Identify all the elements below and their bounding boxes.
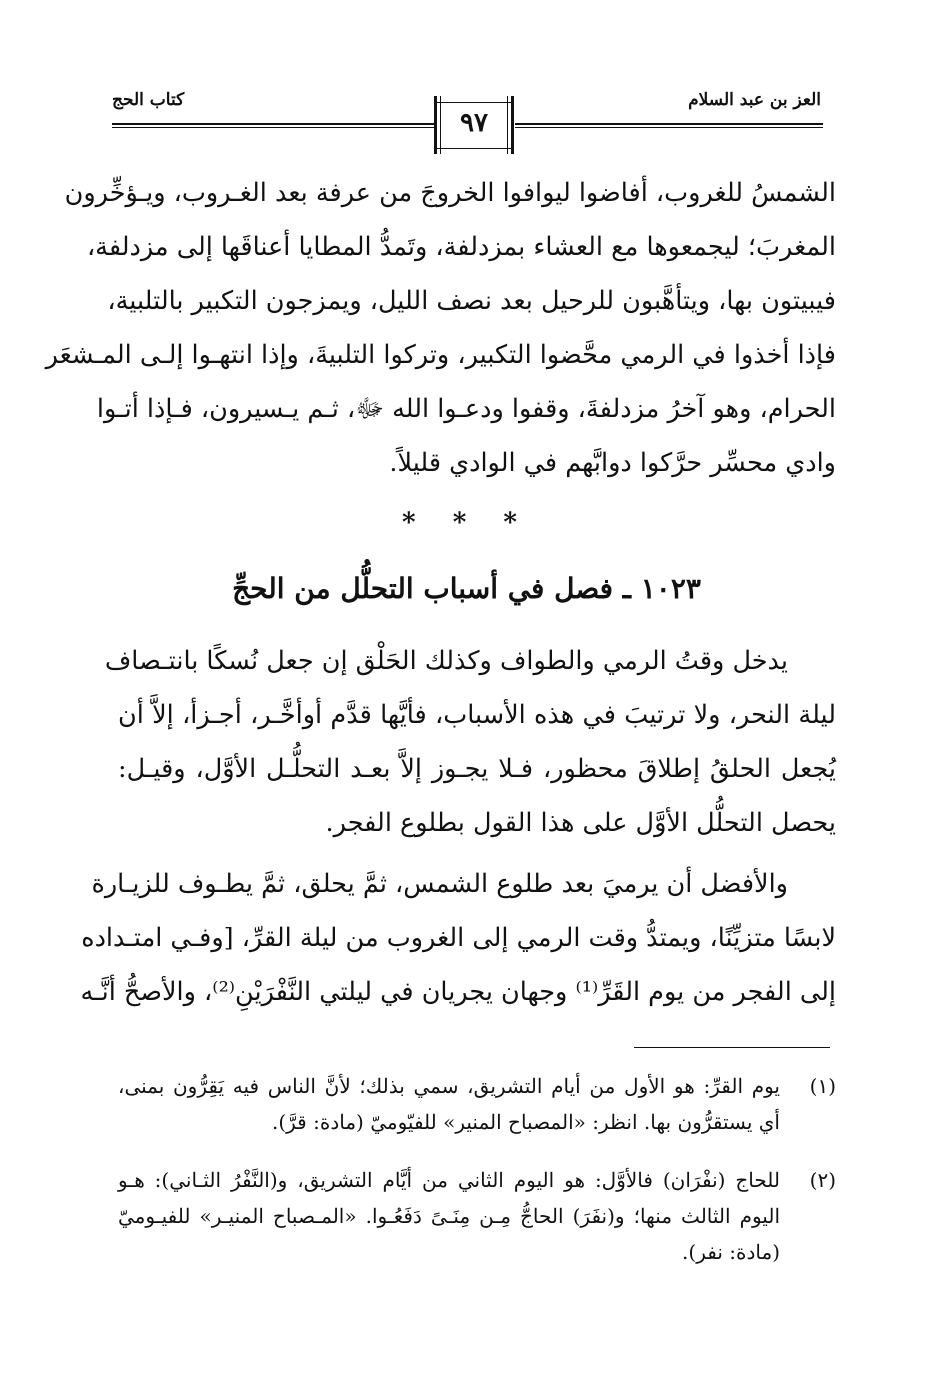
section-separator: * * *: [402, 508, 531, 538]
footnote-rule: [634, 1047, 830, 1048]
paragraph-continuation: [45, 166, 836, 490]
text-line: الشمسُ للغروب، أفاضوا ليوافوا الخروجَ من عرفة بعد الغـروب، ويـؤخِّرون: [64, 178, 836, 208]
text-line: يدخل وقتُ الرمي والطواف وكذلك الحَلْق إن جعل نُسكًا بانتـصاف: [104, 646, 788, 676]
header-rule-left: [112, 123, 434, 125]
text-line: فيبيتون بها، ويتأهَّبون للرحيل بعد نصف الليل، ويمزجون التكبير بالتلبية،: [107, 286, 836, 316]
paragraph-preference: [80, 857, 836, 1019]
section-title: ١٠٢٣ ـ فصل في أسباب التحلُّل من الحجِّ: [232, 572, 701, 605]
header-book-title: كتاب الحج: [112, 90, 185, 110]
footnote-number: (١): [809, 1074, 836, 1098]
paragraph-section-body: [104, 634, 836, 850]
text-line: المغربَ؛ ليجمعوها مع العشاء بمزدلفة، وتَمدُّ المطايا أعناقَها إلى مزدلفة،: [86, 232, 836, 262]
footnote-line: أي يستقرُّون بها. انظر: «المصباح المنير» للفيّوميّ (مادة: قرَّ).: [271, 1110, 780, 1134]
footnote-line: يوم القرِّ: هو الأول من أيام التشريق، سمي بذلك؛ لأنَّ الناس فيه يَقِرُّون بمنى،: [118, 1074, 780, 1098]
footnote-line: (مادة: نفر).: [682, 1240, 780, 1264]
text-line: يُجعل الحلقُ إطلاقَ محظور، فـلا يجـوز إلاَّ بعـد التحلُّـل الأوَّل، وقيـل:: [118, 754, 836, 784]
page-number: ٩٧: [460, 108, 488, 138]
text-line: لابسًا متزيِّنًا، ويمتدُّ وقت الرمي إلى الغروب من ليلة القرِّ، [وفـي امتـداده: [81, 923, 836, 953]
text-line: يحصل التحلُّل الأوَّل على هذا القول بطلوع الفجر.: [325, 808, 836, 838]
footnote-line: للحاج (نفْرَان) فالأوَّل: هو اليوم الثاني من أيَّام التشريق، و(النَّفْرُ الثـاني): هـو: [118, 1168, 780, 1192]
text-line: وادي محسِّر حرَّكوا دوابَّهم في الوادي قليلاً.: [389, 448, 836, 478]
page-number-frame: [434, 96, 514, 154]
header-author-name: العز بن عبد السلام: [688, 90, 821, 110]
header-rule-left-thin: [112, 127, 434, 128]
text-line: إلى الفجر من يوم القَرِّ⁽¹⁾ وجهان يجريان في ليلتي النَّفْرَيْنِ⁽²⁾، والأصحُّ أنَّـه: [80, 977, 836, 1007]
footnote-2: [118, 1162, 836, 1270]
text-line: ليلة النحر، ولا ترتيبَ في هذه الأسباب، فأيَّها قدَّم أوأخَّـر، أجـزأ، إلاَّ أن: [118, 700, 836, 730]
footnote-1: [118, 1068, 836, 1140]
text-line: فإذا أخذوا في الرمي محَّضوا التكبير، وتركوا التلبيةَ، وإذا انتهـوا إلـى المـشعَر: [45, 340, 836, 370]
footnote-line: اليوم الثالث منها؛ و(نفَرَ) الحاجُّ مِـن مِنَـىً دَفَعُـوا. «المـصباح المنيـر» للفيـوميّ: [118, 1204, 780, 1228]
text-line: الحرام، وهو آخرُ مزدلفةَ، وقفوا ودعـوا الله ﷻ، ثـم يـسيرون، فـإذا أتـوا: [96, 394, 836, 424]
text-line: والأفضل أن يرميَ بعد طلوع الشمس، ثمَّ يحلق، ثمَّ يطـوف للزيـارة: [91, 869, 788, 899]
footnote-number: (٢): [809, 1168, 836, 1192]
header-rule-right: [515, 123, 823, 125]
header-rule-right-thin: [515, 127, 823, 128]
